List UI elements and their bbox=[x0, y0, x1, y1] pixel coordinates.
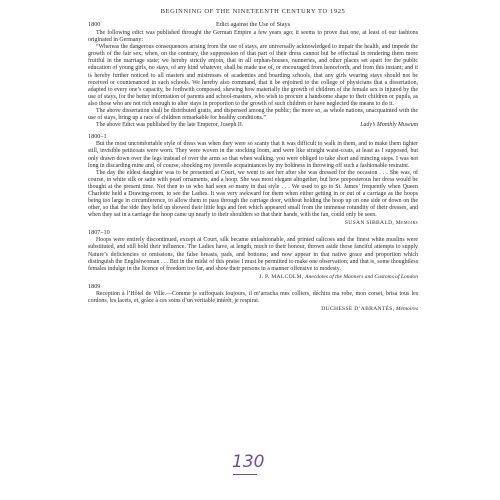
paragraph: But the most uncomfortable style of dress was when they were so scanty that it was difficult to walk in them, and to make them tighter still, invisible petticoats were worn. They were woven in the stocking loom, and were like straight waist-coats, at least as I supposed, but only drawn down over the legs instead of over the arms so that when walking, you were obliged to take short and mincing steps. I was not long in discarding mine and, of course, shocking my juvenile acquaintances by my boldness in throwing off such a fashionable restraint. bbox=[88, 141, 418, 169]
paragraph: Reception à l’Hôtel de Ville.—Comme je suffoquais toujours, il m’arracha mes colliers, déchira ma robe, mon corset, brisa tous les cordons, les lacets, et, grâce à ces soins d’un véritable intérêt, je respirai. bbox=[88, 290, 418, 304]
paragraph: The above Edict was published by the late Emperor, Joseph II. bbox=[96, 122, 244, 129]
section-year: 1800 bbox=[88, 21, 101, 28]
source-author: J. P. MALCOLM, bbox=[259, 273, 304, 280]
source-citation: SUSAN SIBBALD, Memoirs bbox=[344, 220, 418, 227]
section-year: 1807–10 bbox=[88, 229, 110, 237]
document-page bbox=[88, 8, 418, 315]
source-citation bbox=[88, 274, 418, 280]
paragraph: Hoops were entirely discontinued, except at Court, silk became unfashionable, and printed calicoes and the finest white muslins were substituted, and still hold their influence. The Ladies have, at length, much to their honour, thrown aside those fanciful attempts to supply Nature’s deficiencies or omissions, the false breasts, pads, and bottoms; and now appear in that native grace and proportion which distinguish the Englishwoman . . . But in the midst of this praise I must be permitted to make one observation; and that is, some thoughtless females indulge in the licence of freedom too far, and show their persons in a manner offensive to modesty. bbox=[88, 237, 418, 272]
source-title: Anecdotes of the Manners and Customs of London bbox=[305, 273, 418, 280]
paragraph: The following edict was published throught the German Empire a few years ago; it seems to prove that one, at least of our fashions originated in Germany: bbox=[88, 30, 418, 44]
paragraph: The day the eldest daughter was to be presented at Court, we went to see her after she was dressed for the occasion . . . She was, of course, in white silk or satin with pearl ornaments, and a hoop. She was most elegant altogether, but how preposterous her dress would be thought at the present time. Not then to us who had seen so many in that style . . . We used to go to St. James’ frequently when Queen Charlotte held a Drawing-room, to see the Ladies. It was very awkward for them when either getting in or out of a carriage as the hoops being too large in circumference, to allow them to pass through the carriage door, without holding the hoop up on one side or down on the other, so that the side they held up showed their little legs and feet which appeared small from the immense rotundity of their dresses, and when they sat in a carriage the hoop came up nearly to their shoulders so that their hands, with the fan, could only be seen. bbox=[88, 169, 418, 219]
source-title: Mémoires bbox=[395, 306, 418, 312]
source-line bbox=[88, 122, 418, 129]
handwritten-page-number: 130 bbox=[232, 452, 265, 472]
paragraph: “Whereas the dangerous consequences arising from the use of stays, are universally acknowledged to impair the health, and impede the growth of the fair sex; when, on the contrary, the suppression of that part of their dress cannot but be effectual in rendering them more fruitful in the marriage state; we hereby strictly enjoin, that in all orphan-houses, nunneries, and other places set apart for the public education of young girls, no stays, of any kind whatever, shall be made use of, or encouraged from henceforth, and from this instant; and it is hereby further noticed to all masters and mistresses of academies and boarding schools, that any girls wearing stays should not be received or countenanced in such schools. We hereby also command, that it be enjoined to the college of physicians that a dissertation, adapted to every one’s capacity, be forthwith composed, shewing how materially the growth of children of the female sex is injured by the use of stays, for the better information of parents and school-masters, who wish to procure a handsome shape to their children or pupils, as also those who are not rich enough to alter stays in proportion to the growth of such children or have neglected the means to do it. bbox=[88, 44, 418, 107]
section-title: Edict against the Use of Stays bbox=[215, 21, 291, 28]
source-citation: Lady’s Monthly Museum bbox=[360, 122, 418, 129]
source-author: DUCHESSE D’ABRANTÈS, bbox=[321, 306, 395, 312]
section-year: 1800–1 bbox=[88, 133, 107, 141]
running-head: BEGINNING OF THE NINETEENTH CENTURY TO 1925 bbox=[160, 8, 346, 15]
section-year: 1809 bbox=[88, 282, 101, 290]
source-citation bbox=[88, 306, 418, 312]
page-number-underline bbox=[233, 474, 257, 475]
paragraph: The above dissertation shall be distributed gratis, and dispensed among the public; the more so, as whole nations, unacquainted with the use of stays, bring up a race of children remarkable for healthy conditions.” bbox=[88, 108, 418, 122]
